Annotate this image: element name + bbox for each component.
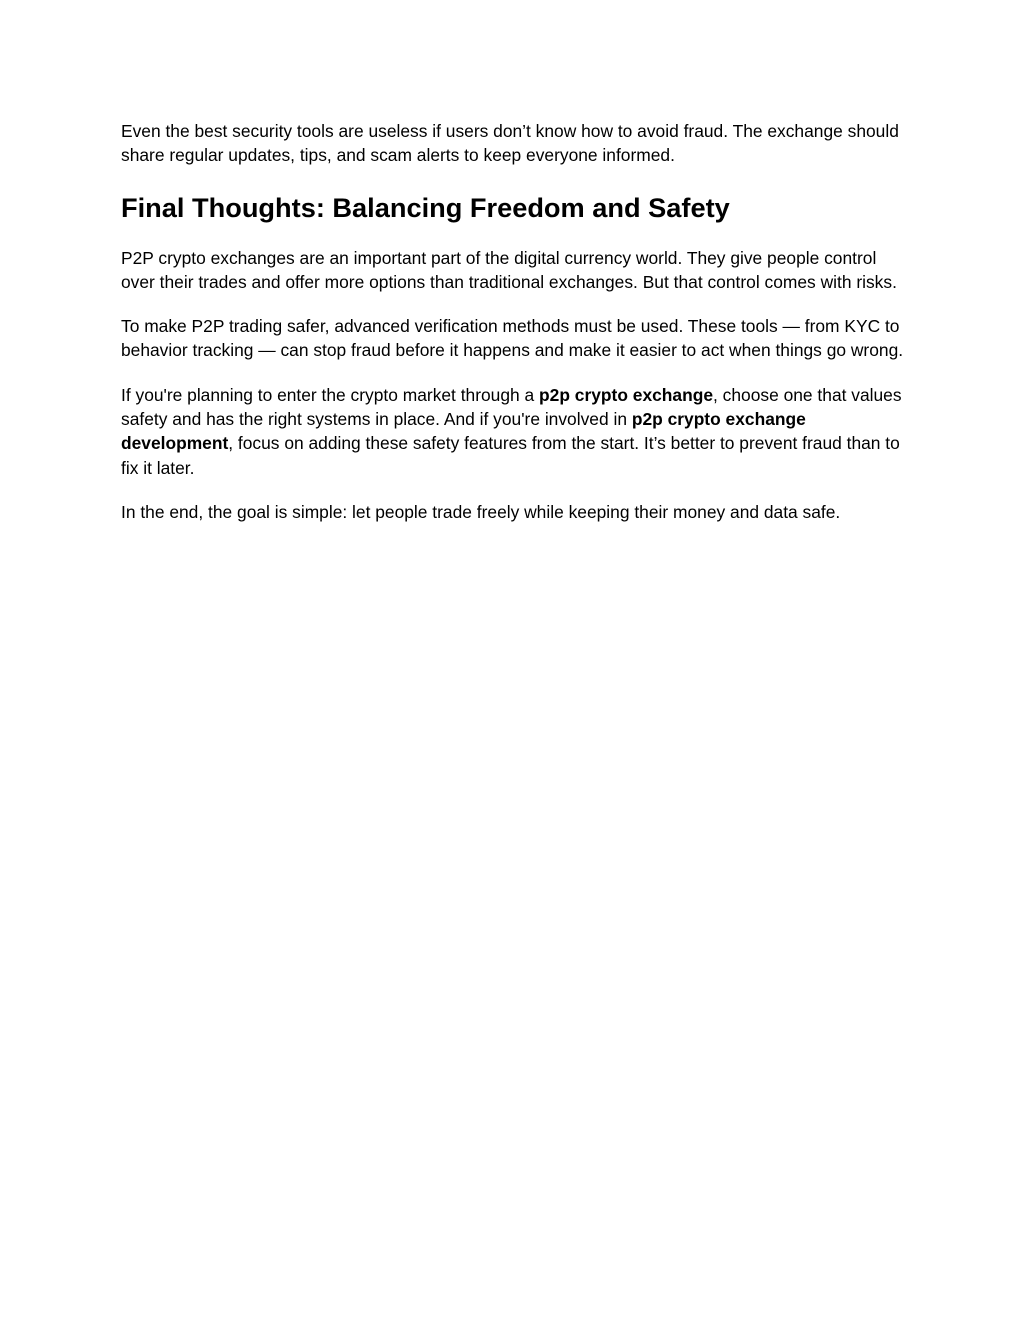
recommendation-text-3: , focus on adding these safety features from the start. It’s better to prevent fraud than to fix it later. <box>121 433 900 478</box>
paragraph-p2p-overview: P2P crypto exchanges are an important part of the digital currency world. They give people control over their trades and offer more options than traditional exchanges. But that control comes with risks. <box>121 247 897 292</box>
document-page <box>121 119 911 524</box>
intro-paragraph: Even the best security tools are useless if users don’t know how to avoid fraud. The exchange should share regular updates, tips, and scam alerts to keep everyone informed. <box>121 121 899 166</box>
paragraph-verification: To make P2P trading safer, advanced verification methods must be used. These tools — from KYC to behavior tracking — can stop fraud before it happens and make it easier to act when things go wrong. <box>121 316 904 361</box>
recommendation-text-1: If you're planning to enter the crypto market through a <box>121 384 540 405</box>
bold-term-exchange: p2p crypto exchange <box>539 384 714 405</box>
recommendation-text-2: , choose one that values safety and has the right systems in place. And if you're involved in <box>121 384 902 430</box>
paragraph-conclusion: In the end, the goal is simple: let people trade freely while keeping their money and data safe. <box>121 501 841 522</box>
paragraph-recommendation <box>121 383 911 480</box>
bold-term-development: p2p crypto exchange development <box>121 409 806 454</box>
section-body <box>121 246 911 525</box>
section-heading: Final Thoughts: Balancing Freedom and Safety <box>121 191 730 223</box>
